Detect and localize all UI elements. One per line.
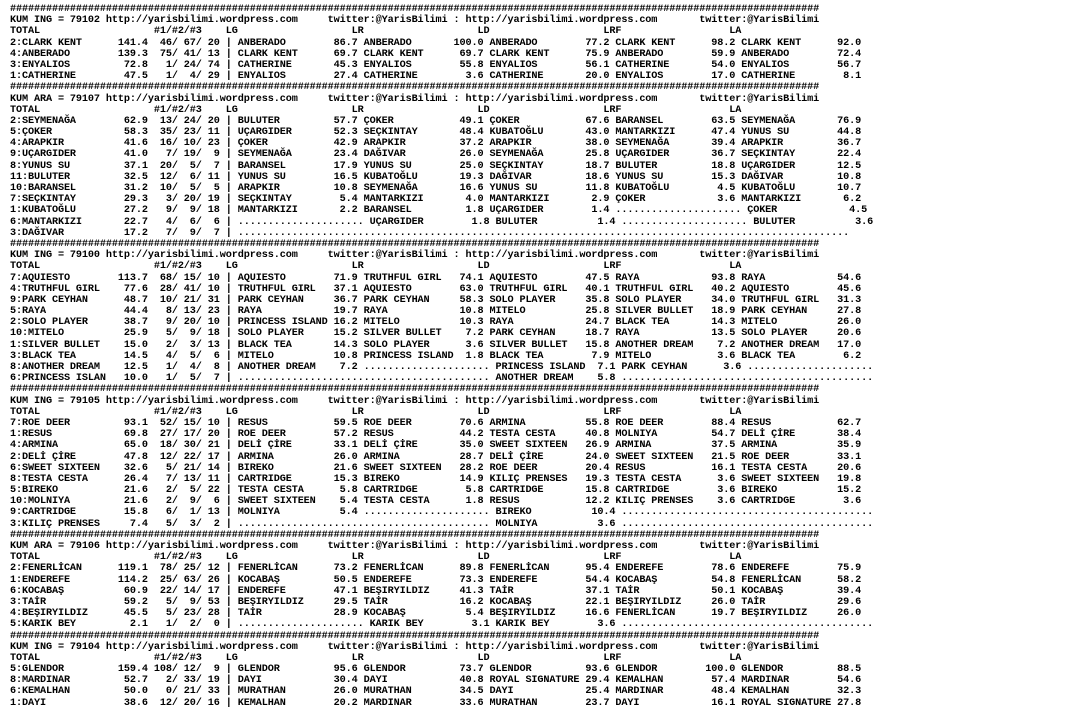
- column-header-line: TOTAL #1/#2/#3 LG LR LD LRF LA: [10, 652, 742, 664]
- horse-row: 3:TAİR 59.2 5/ 9/ 53 | BEŞIRYILDIZ 29.5 TAİR 16.2 KOCABAŞ 22.1 BEŞIRYILDIZ 26.0 TAİR 29.6: [10, 596, 862, 608]
- horse-row: 5:BIREKO 21.6 2/ 5/ 22 | TESTA CESTA 5.8 CARTRIDGE 5.8 CARTRIDGE 15.8 CARTRIDGE 3.6 BIREKO 15.2: [10, 485, 862, 497]
- race-header-line: KUM ING = 79105 http://yarisbilimi.wordpress.com twitter:@YarisBilimi : http://yarisbilimi.wordpress.com twitter:@YarisBilimi: [10, 395, 820, 407]
- horse-row: 9:PARK CEYHAN 48.7 10/ 21/ 31 | PARK CEYHAN 36.7 PARK CEYHAN 58.3 SOLO PLAYER 35.8 SOLO PLAYER 34.0 TRUTHFUL GIRL 31.3: [10, 294, 862, 306]
- horse-row: 3:KILIÇ PRENSES 7.4 5/ 3/ 2 | .......................................... MOLNIYA 3.6 ..........................................: [10, 518, 874, 530]
- horse-row: 7:ROE DEER 93.1 52/ 15/ 10 | RESUS 59.5 ROE DEER 70.6 ARMINA 55.8 ROE DEER 88.4 RESUS 62.7: [10, 417, 862, 429]
- horse-row: 3:DAĞIVAR 17.2 7/ 9/ 7 | ......................................................................................................: [10, 227, 850, 239]
- horse-row: 6:KEMALHAN 50.0 0/ 21/ 33 | MURATHAN 26.0 MURATHAN 34.5 DAYI 25.4 MARDINAR 48.4 KEMALHAN 32.3: [10, 686, 862, 698]
- report-lines: [10, 15, 1077, 709]
- horse-row: 5:ÇOKER 58.3 35/ 23/ 11 | UÇARGIDER 52.3 SEÇKINTAY 48.4 KUBATOĞLU 43.0 MANTARKIZI 47.4 YUNUS SU 44.8: [10, 127, 862, 139]
- horse-row: 1:RESUS 69.8 27/ 17/ 20 | ROE DEER 57.2 RESUS 44.2 TESTA CESTA 40.8 MOLNIYA 54.7 DELİ ÇİRE 38.4: [10, 429, 862, 441]
- horse-row: 8:YUNUS SU 37.1 20/ 5/ 7 | BARANSEL 17.9 YUNUS SU 25.0 SEÇKINTAY 18.7 BULUTER 18.8 UÇARGIDER 12.5: [10, 160, 862, 172]
- horse-row: 4:ARAPKIR 41.6 16/ 10/ 23 | ÇOKER 42.9 ARAPKIR 37.2 ARAPKIR 38.0 SEYMENAĞA 39.4 ARAPKIR 36.7: [10, 138, 862, 150]
- horse-row: 4:ANBERADO 139.3 75/ 41/ 13 | CLARK KENT 69.7 CLARK KENT 69.7 CLARK KENT 75.9 ANBERADO 59.9 ANBERADO 72.4: [10, 48, 862, 60]
- horse-row: 4:TRUTHFUL GIRL 77.6 28/ 41/ 10 | TRUTHFUL GIRL 37.1 AQUIESTO 63.0 TRUTHFUL GIRL 40.1 TRUTHFUL GIRL 40.2 AQUIESTO 45.6: [10, 283, 862, 295]
- horse-row: 6:PRINCESS ISLAN 10.0 1/ 5/ 7 | .......................................... ANOTHER DREAM 5.8 ..........................................: [10, 373, 874, 385]
- horse-row: 5:GLENDOR 159.4 108/ 12/ 9 | GLENDOR 95.6 GLENDOR 73.7 GLENDOR 93.6 GLENDOR 100.0 GLENDOR 88.5: [10, 664, 862, 676]
- horse-row: 8:MARDINAR 52.7 2/ 33/ 19 | DAYI 30.4 DAYI 40.8 ROYAL SIGNATURE 29.4 KEMALHAN 57.4 MARDINAR 54.6: [10, 675, 862, 687]
- horse-row: 1:CATHERINE 47.5 1/ 4/ 29 | ENYALIOS 27.4 CATHERINE 3.6 CATHERINE 20.0 ENYALIOS 17.0 CATHERINE 8.1: [10, 71, 862, 83]
- separator-line: #######################################################################################################################################: [10, 82, 820, 94]
- horse-row: 1:DAYI 38.6 12/ 20/ 16 | KEMALHAN 20.2 MARDINAR 33.6 MURATHAN 23.7 DAYI 16.1 ROYAL SIGNATURE 27.8: [10, 697, 862, 709]
- horse-row: 5:KARIK BEY 2.1 1/ 2/ 0 | ..................... KARIK BEY 3.1 KARIK BEY 3.6 ..........................................: [10, 619, 874, 631]
- column-header-line: TOTAL #1/#2/#3 LG LR LD LRF LA: [10, 26, 742, 38]
- horse-row: 4:BEŞIRYILDIZ 45.5 5/ 23/ 28 | TAİR 28.9 KOCABAŞ 5.4 BEŞIRYILDIZ 16.6 FENERLİCAN 19.7 BEŞIRYILDIZ 26.0: [10, 608, 862, 620]
- horse-row: 1:KUBATOĞLU 27.2 9/ 9/ 18 | MANTARKIZI 2.2 BARANSEL 1.8 UÇARGIDER 1.4 ..................... ÇOKER 4.5: [10, 205, 868, 217]
- column-header-line: TOTAL #1/#2/#3 LG LR LD LRF LA: [10, 406, 742, 418]
- horse-row: 8:TESTA CESTA 26.4 7/ 13/ 11 | CARTRIDGE 15.3 BIREKO 14.9 KILIÇ PRENSES 19.3 TESTA CESTA 3.6 SWEET SIXTEEN 19.8: [10, 473, 862, 485]
- horse-row: 7:AQUIESTO 113.7 68/ 15/ 10 | AQUIESTO 71.9 TRUTHFUL GIRL 74.1 AQUIESTO 47.5 RAYA 93.8 RAYA 54.6: [10, 272, 862, 284]
- race-header-line: KUM ING = 79102 http://yarisbilimi.wordpress.com twitter:@YarisBilimi : http://yarisbilimi.wordpress.com twitter:@YarisBilimi: [10, 15, 820, 27]
- horse-row: 1:SILVER BULLET 15.0 2/ 3/ 13 | BLACK TEA 14.3 SOLO PLAYER 3.6 SILVER BULLET 15.8 ANOTHER DREAM 7.2 ANOTHER DREAM 17.0: [10, 339, 862, 351]
- horse-row: 10:BARANSEL 31.2 10/ 5/ 5 | ARAPKIR 10.8 SEYMENAĞA 16.6 YUNUS SU 11.8 KUBATOĞLU 4.5 KUBATOĞLU 10.7: [10, 183, 862, 194]
- horse-row: 2:FENERLİCAN 119.1 78/ 25/ 12 | FENERLİCAN 73.2 FENERLİCAN 89.8 FENERLİCAN 95.4 ENDEREFE 78.6 ENDEREFE 75.9: [10, 563, 862, 575]
- race-header-line: KUM ARA = 79106 http://yarisbilimi.wordpress.com twitter:@YarisBilimi : http://yarisbilimi.wordpress.com twitter:@YarisBilimi: [10, 541, 820, 552]
- horse-row: 2:DELİ ÇİRE 47.8 12/ 22/ 17 | ARMINA 26.0 ARMINA 28.7 DELİ ÇİRE 24.0 SWEET SIXTEEN 21.5 ROE DEER 33.1: [10, 451, 862, 463]
- race-header-line: KUM ARA = 79107 http://yarisbilimi.wordpress.com twitter:@YarisBilimi : http://yarisbilimi.wordpress.com twitter:@YarisBilimi: [10, 93, 820, 105]
- horse-row: 3:ENYALIOS 72.8 1/ 24/ 74 | CATHERINE 45.3 ENYALIOS 55.8 ENYALIOS 56.1 CATHERINE 54.0 ENYALIOS 56.7: [10, 59, 862, 71]
- race-header-line: KUM ING = 79100 http://yarisbilimi.wordpress.com twitter:@YarisBilimi : http://yarisbilimi.wordpress.com twitter:@YarisBilimi: [10, 250, 820, 262]
- horse-row: 9:CARTRIDGE 15.8 6/ 1/ 13 | MOLNIYA 5.4 ..................... BIREKO 10.4 ..........................................: [10, 507, 874, 519]
- horse-row: 9:UÇARGIDER 41.0 7/ 19/ 9 | SEYMENAĞA 23.4 DAĞIVAR 26.0 SEYMENAĞA 25.8 UÇARGIDER 36.7 SEÇKINTAY 22.4: [10, 149, 862, 161]
- horse-row: 3:BLACK TEA 14.5 4/ 5/ 6 | MITELO 10.8 PRINCESS ISLAND 1.8 BLACK TEA 7.9 MITELO 3.6 BLACK TEA 6.2: [10, 350, 862, 362]
- horse-row: 7:SEÇKINTAY 29.3 3/ 20/ 19 | SEÇKINTAY 5.4 MANTARKIZI 4.0 MANTARKIZI 2.9 ÇOKER 3.6 MANTARKIZI 6.2: [10, 194, 862, 206]
- column-header-line: TOTAL #1/#2/#3 LG LR LD LRF LA: [10, 104, 742, 116]
- separator-line: #######################################################################################################################################: [10, 529, 820, 541]
- horse-row: 5:RAYA 44.4 8/ 13/ 23 | RAYA 19.7 RAYA 10.8 MITELO 25.8 SILVER BULLET 18.9 PARK CEYHAN 27.8: [10, 306, 862, 318]
- horse-row: 2:SEYMENAĞA 62.9 13/ 24/ 20 | BULUTER 57.7 ÇOKER 49.1 ÇOKER 67.6 BARANSEL 63.5 SEYMENAĞA 76.9: [10, 115, 862, 127]
- horse-row: 4:ARMINA 65.0 18/ 30/ 21 | DELİ ÇİRE 33.1 DELİ ÇİRE 35.0 SWEET SIXTEEN 26.9 ARMINA 37.5 ARMINA 35.9: [10, 440, 862, 452]
- separator-line: #######################################################################################################################################: [10, 238, 820, 250]
- separator-line: #######################################################################################################################################: [10, 384, 820, 396]
- horse-row: 6:KOCABAŞ 60.9 22/ 14/ 17 | ENDEREFE 47.1 BEŞIRYILDIZ 41.3 TAİR 37.1 TAİR 50.1 KOCABAŞ 39.4: [10, 585, 862, 597]
- separator-line: #######################################################################################################################################: [10, 630, 820, 642]
- separator-line: #######################################################################################################################################: [10, 4, 820, 15]
- horse-row: 6:MANTARKIZI 22.7 4/ 6/ 6 | ..................... UÇARGIDER 1.8 BULUTER 1.4 ..................... BULUTER 3.6: [10, 216, 874, 228]
- horse-row: 11:BULUTER 32.5 12/ 6/ 11 | YUNUS SU 16.5 KUBATOĞLU 19.3 DAĞIVAR 18.6 YUNUS SU 15.3 DAĞIVAR 10.8: [10, 171, 862, 183]
- horse-row: 2:SOLO PLAYER 38.7 9/ 20/ 10 | PRINCESS ISLAND 16.2 MITELO 10.3 RAYA 24.7 BLACK TEA 14.3 MITELO 26.0: [10, 317, 862, 329]
- horse-row: 10:MOLNIYA 21.6 2/ 9/ 6 | SWEET SIXTEEN 5.4 TESTA CESTA 1.8 RESUS 12.2 KILIÇ PRENSES 3.6 CARTRIDGE 3.6: [10, 496, 862, 508]
- horse-row: 2:CLARK KENT 141.4 46/ 67/ 20 | ANBERADO 86.7 ANBERADO 100.0 ANBERADO 77.2 CLARK KENT 98.2 CLARK KENT 92.0: [10, 37, 862, 49]
- horse-row: 8:ANOTHER DREAM 12.5 1/ 4/ 8 | ANOTHER DREAM 7.2 ..................... PRINCESS ISLAND 7.1 PARK CEYHAN 3.6 .....................: [10, 362, 874, 373]
- column-header-line: TOTAL #1/#2/#3 LG LR LD LRF LA: [10, 261, 742, 273]
- horse-row: 10:MITELO 25.9 5/ 9/ 18 | SOLO PLAYER 15.2 SILVER BULLET 7.2 PARK CEYHAN 18.7 RAYA 13.5 SOLO PLAYER 20.6: [10, 328, 862, 340]
- race-header-line: KUM ING = 79104 http://yarisbilimi.wordpress.com twitter:@YarisBilimi : http://yarisbilimi.wordpress.com twitter:@YarisBilimi: [10, 641, 820, 653]
- column-header-line: TOTAL #1/#2/#3 LG LR LD LRF LA: [10, 552, 742, 564]
- horse-row: 1:ENDEREFE 114.2 25/ 63/ 26 | KOCABAŞ 50.5 ENDEREFE 73.3 ENDEREFE 54.4 KOCABAŞ 54.8 FENERLİCAN 58.2: [10, 574, 862, 586]
- horse-row: 6:SWEET SIXTEEN 32.6 5/ 21/ 14 | BIREKO 21.6 SWEET SIXTEEN 28.2 ROE DEER 20.4 RESUS 16.1 TESTA CESTA 20.6: [10, 462, 862, 474]
